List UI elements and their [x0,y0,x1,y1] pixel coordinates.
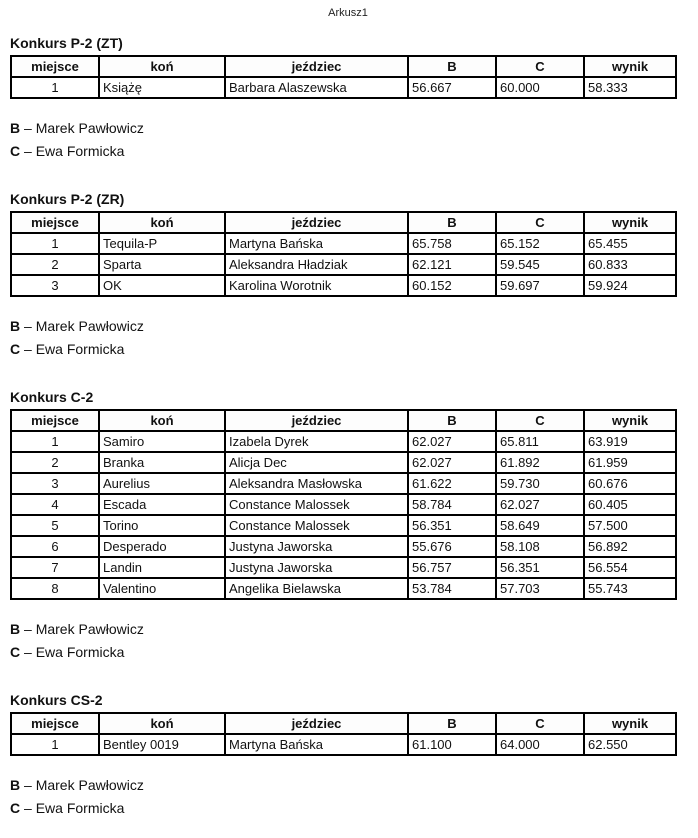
rider-cell: Martyna Bańska [225,734,408,755]
horse-cell: Desperado [99,536,225,557]
result-cell: 61.959 [584,452,676,473]
judge-c-score-cell: 60.000 [496,77,584,98]
judge-b-score-cell: 56.351 [408,515,496,536]
horse-cell: Książę [99,77,225,98]
horse-cell: Torino [99,515,225,536]
results-table [10,211,677,297]
results-table [10,712,677,756]
column-header-place: miejsce [11,56,99,77]
horse-cell: Landin [99,557,225,578]
judge-c-score-cell: 58.649 [496,515,584,536]
judge-c-score-cell: 65.152 [496,233,584,254]
table-row [11,578,676,599]
rider-cell: Alicja Dec [225,452,408,473]
column-header-result: wynik [584,410,676,431]
table-row [11,275,676,296]
rider-cell: Karolina Worotnik [225,275,408,296]
place-cell: 4 [11,494,99,515]
judge-b-score-cell: 56.667 [408,77,496,98]
judge-b-score-cell: 62.121 [408,254,496,275]
rider-cell: Justyna Jaworska [225,557,408,578]
rider-cell: Constance Malossek [225,515,408,536]
place-cell: 2 [11,254,99,275]
judge-letter: C [10,341,21,357]
rider-cell: Izabela Dyrek [225,431,408,452]
horse-cell: OK [99,275,225,296]
horse-cell: Sparta [99,254,225,275]
table-header-row [11,212,676,233]
column-header-judge-c: C [496,56,584,77]
judge-b-score-cell: 61.622 [408,473,496,494]
judge-b-score-cell: 53.784 [408,578,496,599]
judges-list [10,618,686,664]
column-header-horse: koń [99,56,225,77]
judge-b-score-cell: 62.027 [408,431,496,452]
column-header-result: wynik [584,713,676,734]
place-cell: 1 [11,431,99,452]
judge-c-score-cell: 58.108 [496,536,584,557]
judge-letter: B [10,777,21,793]
place-cell: 1 [11,77,99,98]
result-cell: 58.333 [584,77,676,98]
rider-cell: Justyna Jaworska [225,536,408,557]
judge-letter: B [10,318,21,334]
column-header-judge-b: B [408,212,496,233]
place-cell: 1 [11,233,99,254]
judge-letter: B [10,621,21,637]
column-header-rider: jeździec [225,212,408,233]
place-cell: 1 [11,734,99,755]
section-heading: Konkurs C-2 [10,389,94,405]
table-row [11,494,676,515]
column-header-rider: jeździec [225,410,408,431]
judge-b-score-cell: 55.676 [408,536,496,557]
column-header-judge-b: B [408,56,496,77]
place-cell: 2 [11,452,99,473]
place-cell: 8 [11,578,99,599]
horse-cell: Branka [99,452,225,473]
judge-c-score-cell: 65.811 [496,431,584,452]
column-header-result: wynik [584,212,676,233]
judge-line: B – Marek Pawłowicz [10,777,144,793]
column-header-judge-c: C [496,410,584,431]
table-row [11,536,676,557]
rider-cell: Barbara Alaszewska [225,77,408,98]
table-row [11,515,676,536]
column-header-horse: koń [99,212,225,233]
judges-list [10,774,686,820]
judge-letter: C [10,644,21,660]
judge-line: B – Marek Pawłowicz [10,318,144,334]
table-header-row [11,713,676,734]
judge-c-score-cell: 64.000 [496,734,584,755]
table-header-row [11,410,676,431]
competition-section [10,692,686,820]
judge-b-score-cell: 65.758 [408,233,496,254]
judge-c-score-cell: 57.703 [496,578,584,599]
table-header-row [11,56,676,77]
place-cell: 3 [11,275,99,296]
column-header-place: miejsce [11,713,99,734]
judge-c-score-cell: 59.730 [496,473,584,494]
place-cell: 5 [11,515,99,536]
result-cell: 57.500 [584,515,676,536]
sections [10,35,686,820]
judge-line: C – Ewa Formicka [10,644,125,660]
result-cell: 65.455 [584,233,676,254]
result-cell: 60.676 [584,473,676,494]
column-header-judge-c: C [496,212,584,233]
judge-c-score-cell: 59.545 [496,254,584,275]
section-heading: Konkurs CS-2 [10,692,103,708]
judge-c-score-cell: 62.027 [496,494,584,515]
section-heading: Konkurs P-2 (ZR) [10,191,125,207]
judge-b-score-cell: 56.757 [408,557,496,578]
judge-b-score-cell: 62.027 [408,452,496,473]
result-cell: 55.743 [584,578,676,599]
section-heading: Konkurs P-2 (ZT) [10,35,123,51]
judge-c-score-cell: 59.697 [496,275,584,296]
judge-line: C – Ewa Formicka [10,800,125,816]
rider-cell: Aleksandra Masłowska [225,473,408,494]
horse-cell: Tequila-P [99,233,225,254]
judge-line: C – Ewa Formicka [10,143,125,159]
rider-cell: Martyna Bańska [225,233,408,254]
judge-line: B – Marek Pawłowicz [10,120,144,136]
result-cell: 56.892 [584,536,676,557]
column-header-rider: jeździec [225,713,408,734]
column-header-judge-b: B [408,713,496,734]
column-header-place: miejsce [11,212,99,233]
results-table [10,55,677,99]
table-row [11,233,676,254]
judge-letter: C [10,800,21,816]
table-row [11,431,676,452]
horse-cell: Aurelius [99,473,225,494]
judge-c-score-cell: 61.892 [496,452,584,473]
judge-line: C – Ewa Formicka [10,341,125,357]
column-header-rider: jeździec [225,56,408,77]
competition-section [10,389,686,664]
table-row [11,77,676,98]
result-cell: 60.833 [584,254,676,275]
judge-b-score-cell: 60.152 [408,275,496,296]
horse-cell: Bentley 0019 [99,734,225,755]
competition-section [10,191,686,361]
column-header-judge-c: C [496,713,584,734]
place-cell: 7 [11,557,99,578]
judges-list [10,117,686,163]
column-header-place: miejsce [11,410,99,431]
column-header-horse: koń [99,713,225,734]
judge-letter: B [10,120,21,136]
rider-cell: Constance Malossek [225,494,408,515]
results-table [10,409,677,600]
result-cell: 60.405 [584,494,676,515]
rider-cell: Angelika Bielawska [225,578,408,599]
judge-c-score-cell: 56.351 [496,557,584,578]
result-cell: 56.554 [584,557,676,578]
judge-line: B – Marek Pawłowicz [10,621,144,637]
judge-letter: C [10,143,21,159]
column-header-judge-b: B [408,410,496,431]
place-cell: 6 [11,536,99,557]
result-cell: 62.550 [584,734,676,755]
horse-cell: Samiro [99,431,225,452]
rider-cell: Aleksandra Hładziak [225,254,408,275]
place-cell: 3 [11,473,99,494]
table-row [11,734,676,755]
judge-b-score-cell: 61.100 [408,734,496,755]
result-cell: 59.924 [584,275,676,296]
competition-section [10,35,686,163]
table-row [11,452,676,473]
sheet-title: Arkusz1 [328,7,368,19]
table-row [11,473,676,494]
horse-cell: Valentino [99,578,225,599]
judge-b-score-cell: 58.784 [408,494,496,515]
table-row [11,557,676,578]
result-cell: 63.919 [584,431,676,452]
column-header-result: wynik [584,56,676,77]
horse-cell: Escada [99,494,225,515]
table-row [11,254,676,275]
judges-list [10,315,686,361]
column-header-horse: koń [99,410,225,431]
